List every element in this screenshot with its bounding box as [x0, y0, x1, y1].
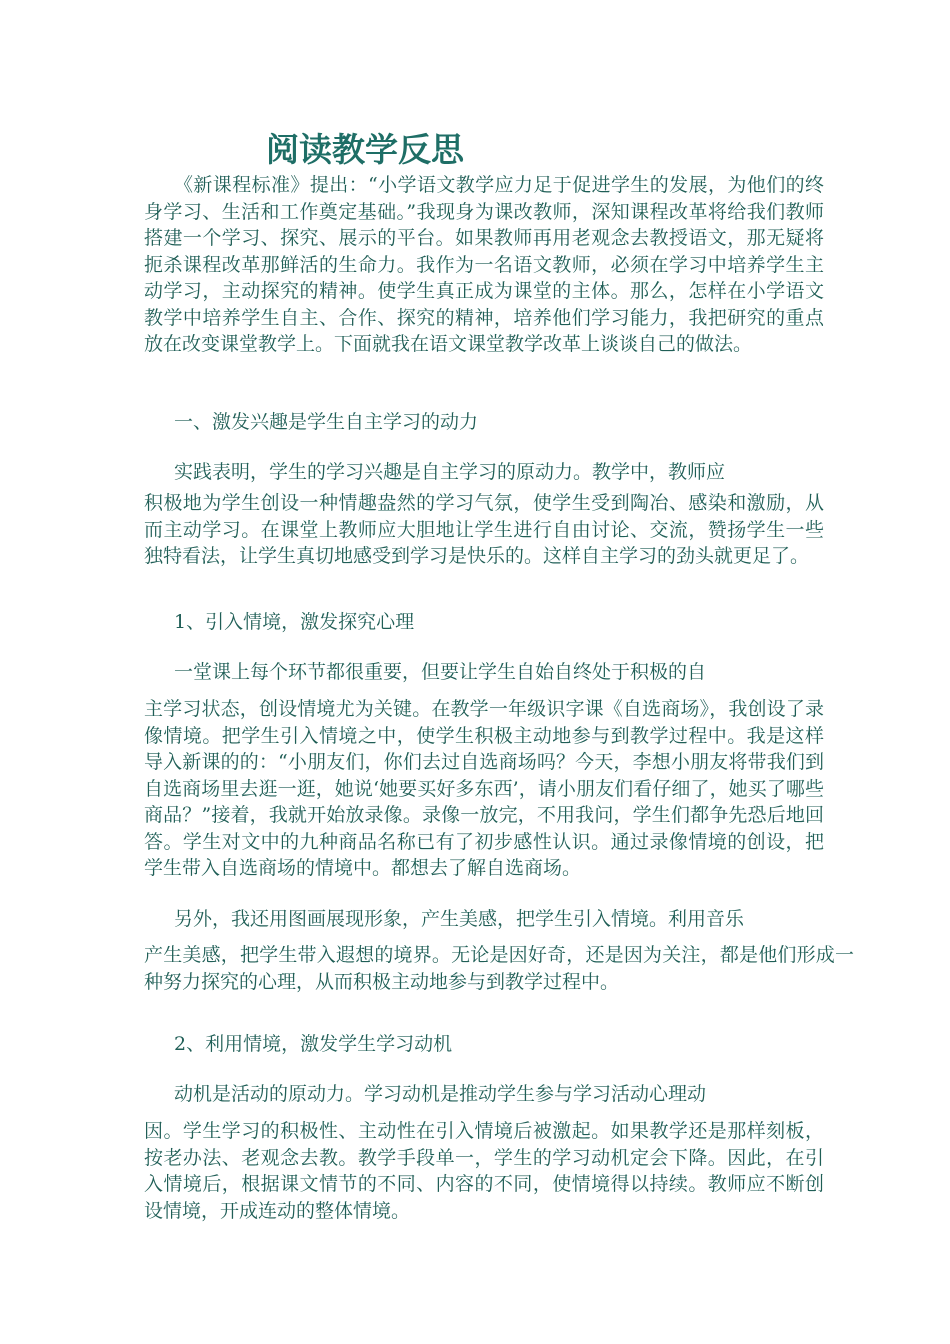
document-title: 阅读教学反思 [266, 130, 464, 169]
paragraph-motivation-line1: 动机是活动的原动力。学习动机是推动学生参与学习活动心理动 [174, 1083, 707, 1105]
paragraph-intro: 《新课程标准》提出：“小学语文教学应力足于促进学生的发展，为他们的终身学习、生活和工作奠定基础。”我现身为课改教师，深知课程改革将给我们教师搭建一个学习、探究、展示的平台。如果教师再用老观念去教授语文，那无疑将扼杀课程改革那鲜活的生命力。我作为一名语文教师，必须在学习中培养学生主动学习，主动探究的精神。使学生真正成为课堂的主体。那么，怎样在小学语文教学中培养学生自主、合作、探究的精神，培养他们学习能力，我把研究的重点放在改变课堂教学上。下面就我在语文课堂教学改革上谈谈自己的做法。 [144, 174, 824, 355]
paragraph-interest-line1: 实践表明，学生的学习兴趣是自主学习的原动力。教学中，教师应 [174, 461, 726, 483]
paragraph-situation-rest: 主学习状态，创设情境尤为关键。在教学一年级识字课《自选商场》，我创设了录像情境。把学生引入情境之中，使学生积极主动地参与到教学过程中。我是这样导入新课的的：“小朋友们，你们去过自选商场吗？今天，李想小朋友将带我们到自选商场里去逛一逛，她说‘她要买好多东西’，请小朋友们看仔细了，她买了哪些商品？”接着，我就开始放录像。录像一放完，不用我问，学生们都争先恐后地回答。学生对文中的九种商品名称已有了初步感性认识。通过录像情境的创设，把学生带入自选商场的情境中。都想去了解自选商场。 [144, 698, 824, 879]
subsection-heading-1: 1、引入情境，激发探究心理 [174, 611, 415, 633]
paragraph-additional-line1: 另外，我还用图画展现形象，产生美感，把学生引入情境。利用音乐 [174, 908, 745, 930]
paragraph-situation-line1: 一堂课上每个环节都很重要，但要让学生自始自终处于积极的自 [174, 661, 707, 683]
paragraph-motivation-rest: 因。学生学习的积极性、主动性在引入情境后被激起。如果教学还是那样刻板，按老办法、老观念去教。教学手段单一，学生的学习动机定会下降。因此，在引入情境后，根据课文情节的不同、内容的不同，使情境得以持续。教师应不断创设情境，开成连动的整体情境。 [144, 1120, 824, 1222]
paragraph-additional-rest: 产生美感，把学生带入遐想的境界。无论是因好奇，还是因为关注，都是他们形成一种努力探究的心理，从而积极主动地参与到教学过程中。 [144, 944, 854, 993]
paragraph-interest-rest: 积极地为学生创设一种情趣盎然的学习气氛，使学生受到陶冶、感染和激励，从而主动学习。在课堂上教师应大胆地让学生进行自由讨论、交流，赞扬学生一些独特看法，让学生真切地感受到学习是快乐的。这样自主学习的劲头就更足了。 [144, 492, 824, 567]
section-heading-1: 一、激发兴趣是学生自主学习的动力 [174, 411, 479, 433]
subsection-heading-2: 2、利用情境，激发学生学习动机 [174, 1033, 453, 1055]
